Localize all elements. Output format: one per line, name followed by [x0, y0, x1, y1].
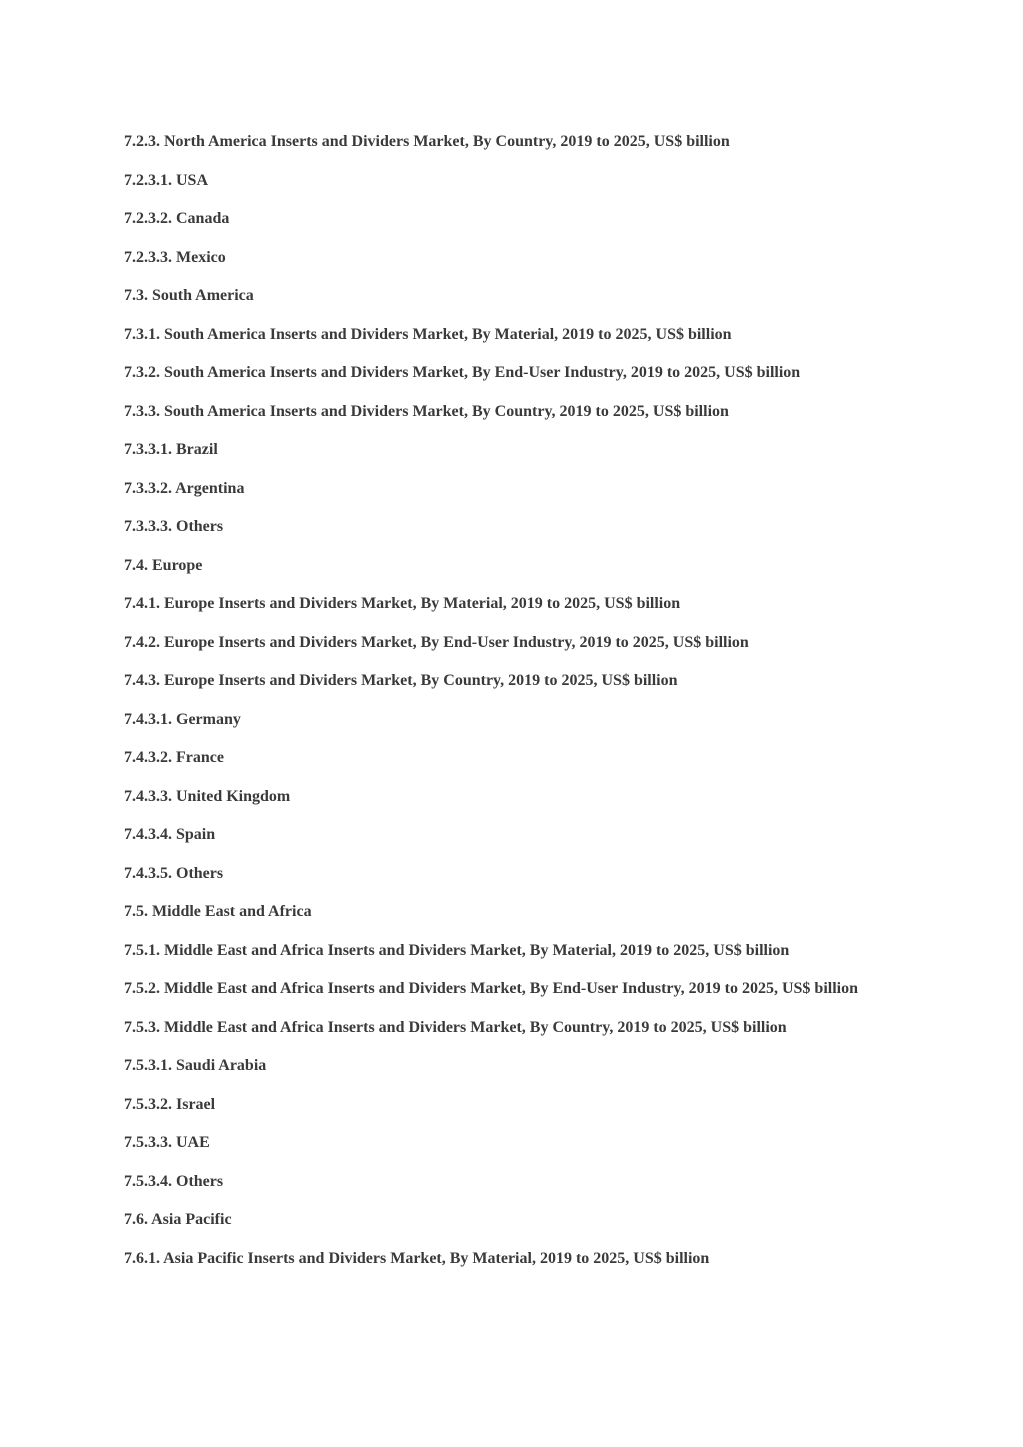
toc-entry: 7.5. Middle East and Africa [124, 903, 312, 920]
table-of-contents [124, 129, 900, 1271]
toc-entry: 7.2.3.3. Mexico [124, 248, 226, 266]
toc-entry: 7.4.3.1. Germany [124, 710, 241, 728]
toc-entry: 7.6. Asia Pacific [124, 1211, 232, 1228]
toc-entry: 7.4.2. Europe Inserts and Dividers Market, By End-User Industry, 2019 to 2025, US$ billion [124, 633, 749, 651]
toc-entry: 7.5.2. Middle East and Africa Inserts and Dividers Market, By End-User Industry, 2019 to 2025, US$ billion [124, 980, 858, 997]
toc-entry: 7.5.3.4. Others [124, 1172, 224, 1190]
toc-entry: 7.4.3.5. Others [124, 864, 224, 882]
toc-entry: 7.5.3.3. UAE [124, 1134, 210, 1151]
toc-entry: 7.3.3.2. Argentina [124, 479, 245, 497]
toc-entry: 7.4. Europe [124, 556, 203, 574]
toc-entry: 7.5.3.1. Saudi Arabia [124, 1057, 267, 1074]
toc-entry: 7.4.3.3. United Kingdom [124, 787, 291, 805]
toc-entry: 7.3.3.3. Others [124, 518, 224, 535]
toc-entry: 7.3.3.1. Brazil [124, 441, 218, 458]
toc-entry: 7.4.3.2. France [124, 749, 224, 766]
toc-entry: 7.6.1. Asia Pacific Inserts and Dividers Market, By Material, 2019 to 2025, US$ billion [124, 1249, 710, 1267]
toc-entry: 7.3. South America [124, 287, 254, 304]
toc-entry: 7.5.3.2. Israel [124, 1095, 216, 1113]
toc-entry: 7.3.2. South America Inserts and Dividers Market, By End-User Industry, 2019 to 2025, US$ billion [124, 364, 801, 381]
toc-entry: 7.2.3. North America Inserts and Dividers Market, By Country, 2019 to 2025, US$ billion [124, 133, 730, 150]
toc-entry: 7.4.3. Europe Inserts and Dividers Market, By Country, 2019 to 2025, US$ billion [124, 672, 678, 689]
toc-entry: 7.5.1. Middle East and Africa Inserts and Dividers Market, By Material, 2019 to 2025, US$ billion [124, 941, 790, 959]
toc-entry: 7.4.3.4. Spain [124, 826, 216, 843]
toc-entry: 7.2.3.1. USA [124, 171, 209, 189]
toc-entry: 7.5.3. Middle East and Africa Inserts and Dividers Market, By Country, 2019 to 2025, US$ billion [124, 1018, 787, 1036]
toc-entry: 7.3.1. South America Inserts and Dividers Market, By Material, 2019 to 2025, US$ billion [124, 325, 732, 343]
toc-entry: 7.3.3. South America Inserts and Dividers Market, By Country, 2019 to 2025, US$ billion [124, 402, 729, 420]
document-page [124, 129, 900, 1284]
toc-entry: 7.4.1. Europe Inserts and Dividers Market, By Material, 2019 to 2025, US$ billion [124, 595, 681, 612]
toc-entry: 7.2.3.2. Canada [124, 210, 230, 227]
